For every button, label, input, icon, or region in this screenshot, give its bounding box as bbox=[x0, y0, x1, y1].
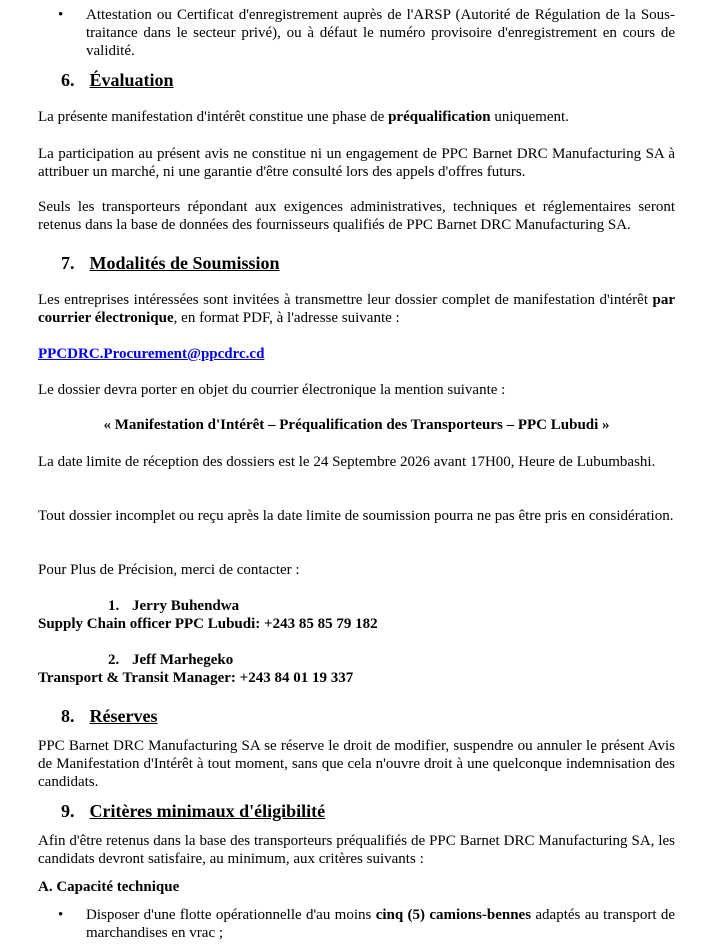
email-subject-line: « Manifestation d'Intérêt – Préqualification des Transporteurs – PPC Lubudi » bbox=[103, 417, 610, 433]
section-heading-7: 7. Modalités de Soumission bbox=[61, 253, 280, 273]
paragraph: Pour Plus de Précision, merci de contacter : bbox=[38, 562, 300, 578]
contact-name-1: 1. Jerry Buhendwa bbox=[108, 598, 240, 614]
contact-role-2: Transport & Transit Manager: +243 84 01 19 337 bbox=[38, 670, 354, 686]
section-heading-9: 9. Critères minimaux d'éligibilité bbox=[61, 801, 326, 821]
section-title: Critères minimaux d'éligibilité bbox=[89, 801, 326, 821]
paragraph: Les entreprises intéressées sont invitées à transmettre leur dossier complet de manifestation d'intérêt par courrier électronique, en format PDF, à l'adresse suivante : bbox=[38, 292, 675, 326]
section-title: Réserves bbox=[89, 706, 158, 726]
section-title: Modalités de Soumission bbox=[89, 253, 280, 273]
paragraph: PPC Barnet DRC Manufacturing SA se réserve le droit de modifier, suspendre ou annuler le présent Avis de Manifestation d'Intérêt à tout moment, sans que cela n'ouvre droit à une quelconque indemnisation des candidats. bbox=[38, 738, 675, 790]
bullet-icon: • bbox=[58, 7, 64, 23]
section-title: Évaluation bbox=[89, 70, 174, 90]
bullet-icon: • bbox=[58, 907, 64, 923]
paragraph: La date limite de réception des dossiers est le 24 Septembre 2026 avant 17H00, Heure de Lubumbashi. bbox=[38, 454, 656, 470]
contact-role-1: Supply Chain officer PPC Lubudi: +243 85 85 79 182 bbox=[38, 616, 378, 632]
paragraph: Seuls les transporteurs répondant aux exigences administratives, techniques et réglementaires seront retenus dans la base de données des fournisseurs qualifiés de PPC Barnet DRC Manufacturing SA. bbox=[38, 199, 675, 233]
subheading: A. Capacité technique bbox=[38, 879, 180, 895]
paragraph: La participation au présent avis ne constitue ni un engagement de PPC Barnet DRC Manufacturing SA à attribuer un marché, ni une garantie d'être consulté lors des appels d'offres futurs. bbox=[38, 146, 675, 180]
paragraph: Afin d'être retenus dans la base des transporteurs préqualifiés de PPC Barnet DRC Manufacturing SA, les candidats devront satisfaire, au minimum, aux critères suivants : bbox=[38, 833, 675, 867]
bullet-text: Disposer d'une flotte opérationnelle d'au moins cinq (5) camions-bennes adaptés au transport de marchandises en vrac ; bbox=[86, 907, 675, 941]
section-heading-8: 8. Réserves bbox=[61, 706, 158, 726]
paragraph: La présente manifestation d'intérêt constitue une phase de préqualification uniquement. bbox=[38, 109, 569, 125]
contact-name-2: 2. Jeff Marhegeko bbox=[108, 652, 234, 668]
section-heading-6: 6. Évaluation bbox=[61, 70, 174, 90]
paragraph: Tout dossier incomplet ou reçu après la date limite de soumission pourra ne pas être pris en considération. bbox=[38, 508, 674, 524]
bullet-text: Attestation ou Certificat d'enregistrement auprès de l'ARSP (Autorité de Régulation de la Sous-traitance dans le secteur privé), ou à défaut le numéro provisoire d'enregistrement en cours de validité. bbox=[86, 7, 675, 59]
paragraph: Le dossier devra porter en objet du courrier électronique la mention suivante : bbox=[38, 382, 506, 398]
email-link[interactable]: PPCDRC.Procurement@ppcdrc.cd bbox=[38, 346, 265, 362]
